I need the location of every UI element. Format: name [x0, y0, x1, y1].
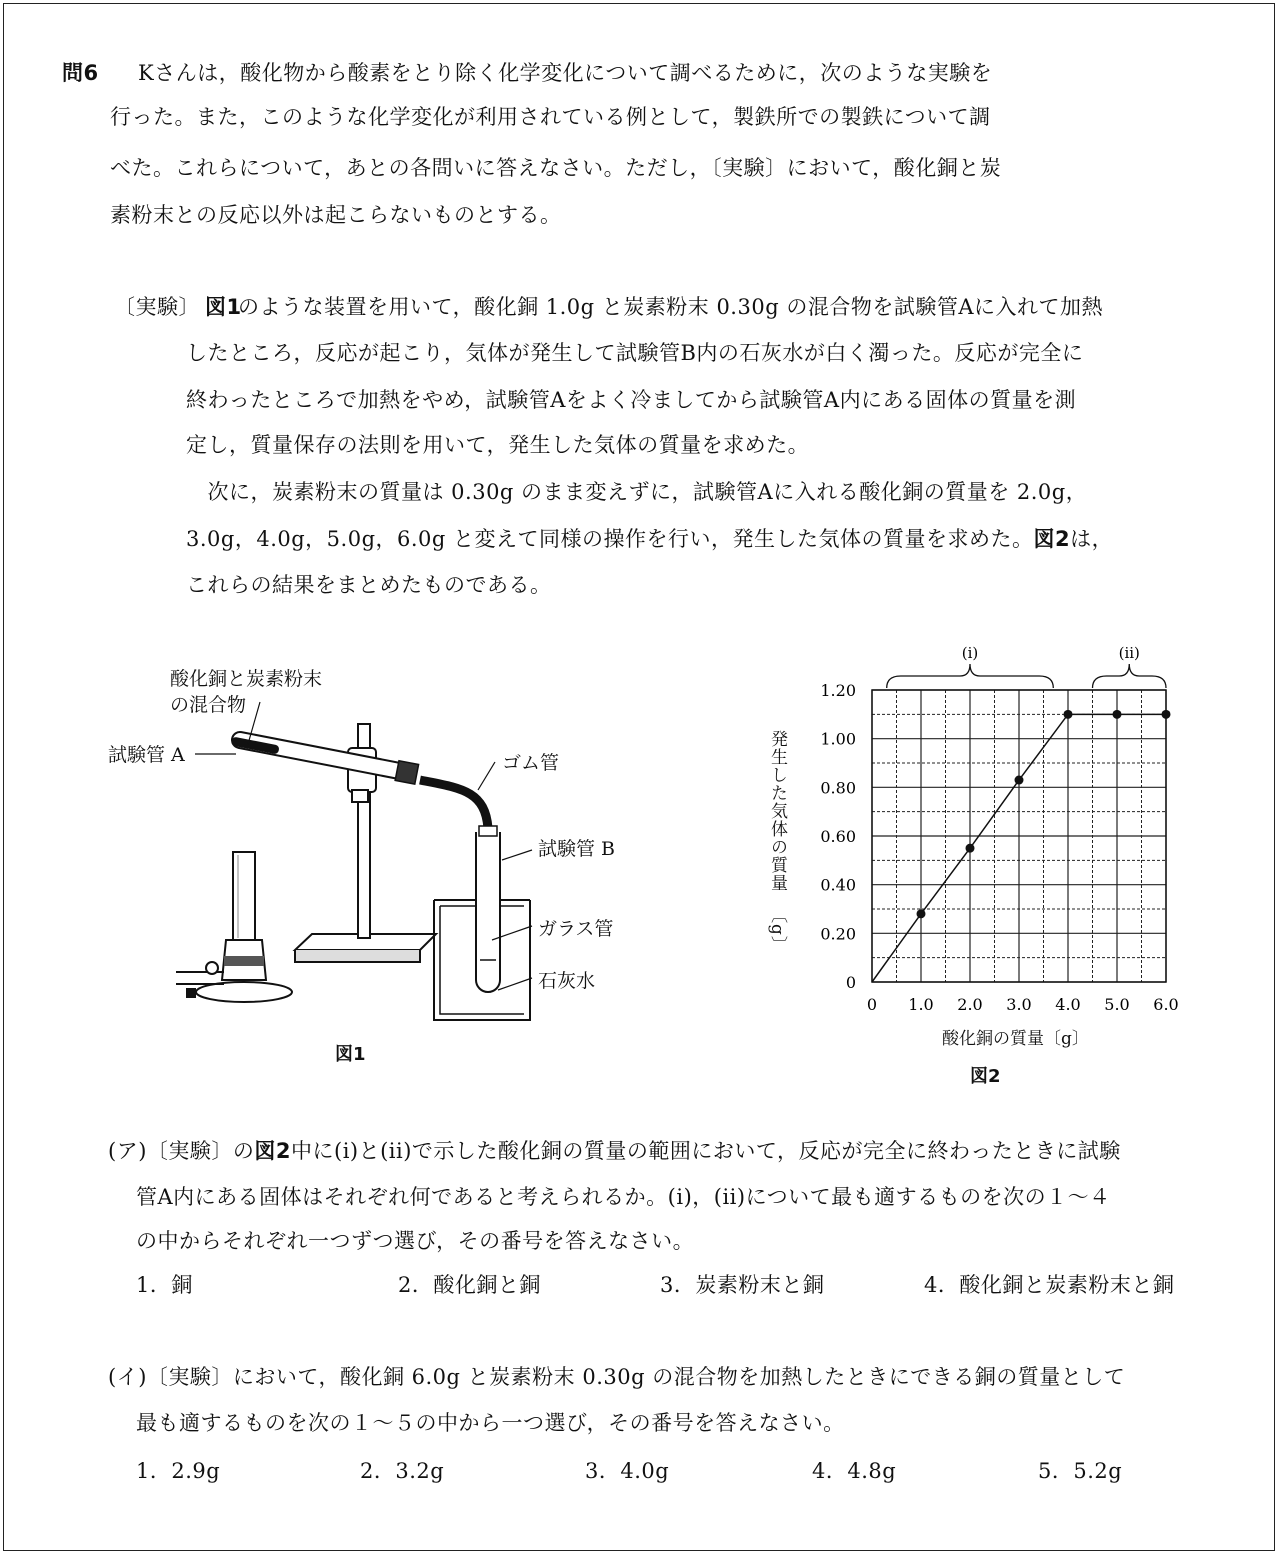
label-glass-tube: ガラス管 [538, 918, 614, 940]
figure2-chart [800, 630, 1210, 1050]
experiment-line-3: 終わったところで加熱をやめ，試験管Aをよく冷ましてから試験管A内にある固体の質量を測 [186, 388, 1077, 412]
part-b-line-1-text: 〔実験〕において，酸化銅 6.0g と炭素粉末 0.30g の混合物を加熱したときにできる銅の質量として [146, 1365, 1126, 1389]
intro-line-3: べた。これらについて，あとの各問いに答えなさい。ただし，〔実験〕において，酸化銅と炭 [110, 156, 1002, 180]
label-limewater: 石灰水 [538, 970, 596, 992]
part-a-line-1 [108, 1136, 1121, 1166]
experiment-line-2: したところ，反応が起こり，気体が発生して試験管B内の石灰水が白く濁った。反応が完全に [186, 341, 1084, 365]
x-tick-label: 1.0 [908, 995, 934, 1014]
part-a-choice-3: 3．炭素粉末と銅 [660, 1273, 825, 1297]
experiment-label: 〔実験〕 [114, 295, 200, 319]
label-mixture-2: の混合物 [170, 694, 247, 716]
data-point [1015, 776, 1024, 785]
part-a-line-1-post: 中に(i)と(ii)で示した酸化銅の質量の範囲において，反応が完全に終わったときに試験 [291, 1139, 1121, 1163]
intro-line-2: 行った。また，このような化学変化が利用されている例として，製鉄所での製鉄について調 [110, 105, 991, 129]
label-rubber-tube: ゴム管 [502, 752, 560, 774]
x-tick-label: 6.0 [1153, 995, 1179, 1014]
experiment-line-6-post: は， [1070, 527, 1114, 551]
y-tick-label: 1.20 [820, 681, 856, 700]
x-tick-label: 4.0 [1055, 995, 1081, 1014]
data-point [917, 909, 926, 918]
intro-line-4: 素粉末との反応以外は起こらないものとする。 [110, 203, 562, 227]
y-tick-label: 0.20 [820, 924, 856, 944]
intro-line-1: Kさんは，酸化物から酸素をとり除く化学変化について調べるために，次のような実験を [138, 61, 993, 85]
label-tube-b: 試験管 B [538, 838, 616, 860]
part-a-figure2-ref: 図2 [254, 1139, 292, 1163]
rubber-tube [420, 780, 488, 828]
figure2-caption: 図2 [970, 1066, 1001, 1087]
y-axis-label: 発生した気体の質量 [767, 730, 787, 892]
part-b-label: (イ) [108, 1365, 147, 1389]
stopper-a [395, 761, 418, 784]
part-b-choice-3: 3．4.0g [585, 1459, 670, 1483]
data-point [1162, 710, 1171, 719]
part-b-line-1 [108, 1362, 1125, 1392]
data-point [1113, 710, 1122, 719]
brace-ii-label: (ii) [1118, 644, 1140, 662]
part-b-choice-4: 4．4.8g [812, 1459, 897, 1483]
figure1-apparatus [100, 650, 560, 1050]
part-b-line-2: 最も適するものを次の１～５の中から一つ選び，その番号を答えなさい。 [136, 1411, 845, 1435]
gas-burner [176, 852, 292, 1002]
figure1-ref: 図1 [205, 295, 242, 319]
part-b-choice-2: 2．3.2g [360, 1459, 445, 1483]
label-mixture-1: 酸化銅と炭素粉末 [170, 668, 323, 690]
x-tick-label: 3.0 [1006, 995, 1032, 1014]
part-a-line-1-pre: 〔実験〕の [146, 1139, 255, 1163]
experiment-line-7: これらの結果をまとめたものである。 [186, 573, 552, 597]
data-point [1064, 710, 1073, 719]
experiment-line-6 [186, 524, 1113, 554]
question-number: 問6 [62, 61, 99, 85]
part-a-line-2: 管A内にある固体はそれぞれ何であると考えられるか。(i)，(ii)について最も適するものを次の１～４ [136, 1185, 1111, 1209]
part-b-choice-5: 5．5.2g [1038, 1459, 1123, 1483]
y-tick-label: 0 [845, 973, 856, 992]
brace-i [887, 664, 1054, 688]
test-tube-a [230, 729, 418, 785]
test-tube-b [476, 832, 500, 992]
figure1-caption: 図1 [335, 1044, 366, 1065]
y-tick-label: 0.80 [820, 778, 856, 798]
experiment-line-5: 次に，炭素粉末の質量は 0.30g のまま変えずに，試験管Aに入れる酸化銅の質量を 2.0g， [186, 480, 1088, 504]
label-tube-a: 試験管 A [108, 744, 185, 766]
experiment-line-4: 定し，質量保存の法則を用いて，発生した気体の質量を求めた。 [186, 433, 810, 457]
x-tick-label: 2.0 [957, 995, 983, 1014]
y-tick-label: 1.00 [820, 729, 856, 749]
brace-i-label: (i) [961, 644, 979, 662]
y-tick-label: 0.40 [820, 875, 856, 895]
y-axis-unit: 〔g〕 [767, 906, 787, 954]
x-tick-label: 5.0 [1104, 995, 1130, 1014]
y-tick-label: 0.60 [820, 827, 856, 846]
brace-ii [1093, 664, 1167, 688]
part-a-label: (ア) [108, 1139, 147, 1163]
part-a-line-3: の中からそれぞれ一つずつ選び，その番号を答えなさい。 [136, 1229, 695, 1253]
part-a-choice-4: 4．酸化銅と炭素粉末と銅 [924, 1273, 1175, 1297]
experiment-line-6-pre: 3.0g，4.0g，5.0g，6.0g と変えて同様の操作を行い，発生した気体の質量を求めた。 [186, 527, 1034, 551]
part-a-choice-2: 2．酸化銅と銅 [398, 1273, 541, 1297]
x-tick-label: 0 [866, 995, 878, 1014]
part-b-choice-1: 1．2.9g [136, 1459, 221, 1483]
figure2-ref: 図2 [1033, 527, 1071, 551]
x-axis-label: 酸化銅の質量〔g〕 [942, 1029, 1089, 1049]
part-a-choice-1: 1．銅 [136, 1273, 193, 1297]
experiment-line-1: のような装置を用いて，酸化銅 1.0g と炭素粉末 0.30g の混合物を試験管Aに入れて加熱 [238, 295, 1103, 319]
data-point [966, 844, 975, 853]
